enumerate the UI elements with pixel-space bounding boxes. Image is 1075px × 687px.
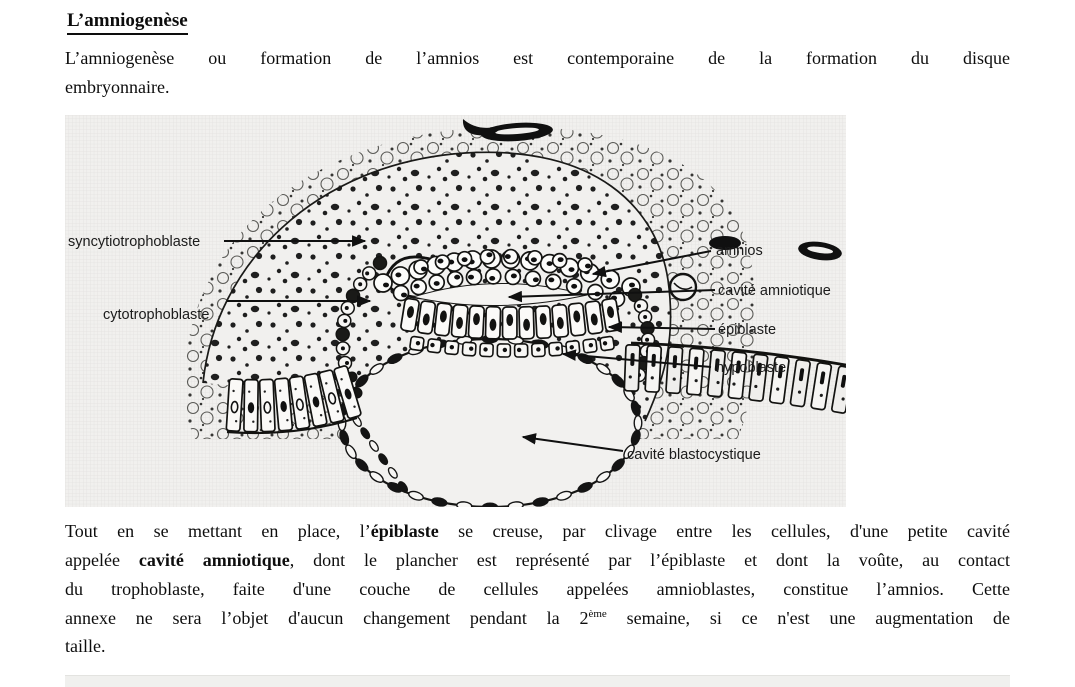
body-paragraph	[65, 517, 1010, 661]
next-figure-edge	[65, 675, 1010, 687]
label-cavite-blastocystique: cavité blastocystique	[627, 447, 761, 464]
label-cavite-amniotique: cavité amniotique	[718, 283, 831, 300]
label-syncytiotrophoblaste: syncytiotrophoblaste	[68, 234, 201, 251]
intro-line-2: embryonnaire.	[65, 76, 170, 97]
blastocyst-cavity-shape	[342, 339, 638, 507]
label-cytotrophoblaste: cytotrophoblaste	[103, 307, 210, 324]
body-line-1: Tout en se mettant en place, l’épiblaste se creuse, par clivage entre les cellules, d'une petite cavité	[65, 521, 1010, 542]
label-hypoblaste: hypoblaste	[716, 360, 787, 377]
amniogenesis-diagram	[65, 115, 846, 507]
embryo-figure	[65, 115, 846, 507]
body-line-4: annexe ne sera l’objet d'aucun changement pendant la 2ème semaine, si ce n'est une augmentation de	[65, 607, 1010, 628]
intro-paragraph	[65, 44, 1010, 101]
label-epiblaste: épiblaste	[718, 322, 777, 339]
superscript-eme: ème	[588, 607, 607, 620]
intro-line-1: L’amniogenèse ou formation de l’amnios est contemporaine de la formation du disque	[65, 48, 1010, 68]
body-line-3: du trophoblaste, faite d'une couche de cellules appelées amnioblastes, constitue l’amnios. Cette	[65, 578, 1010, 599]
page-title: L’amniogenèse	[67, 10, 1010, 35]
label-amnios: amnios	[716, 243, 763, 260]
body-line-2: appelée cavité amniotique, dont le plancher est représenté par l’épiblaste et dont la voûte, au contact	[65, 550, 1010, 571]
body-line-5: taille.	[65, 636, 106, 657]
